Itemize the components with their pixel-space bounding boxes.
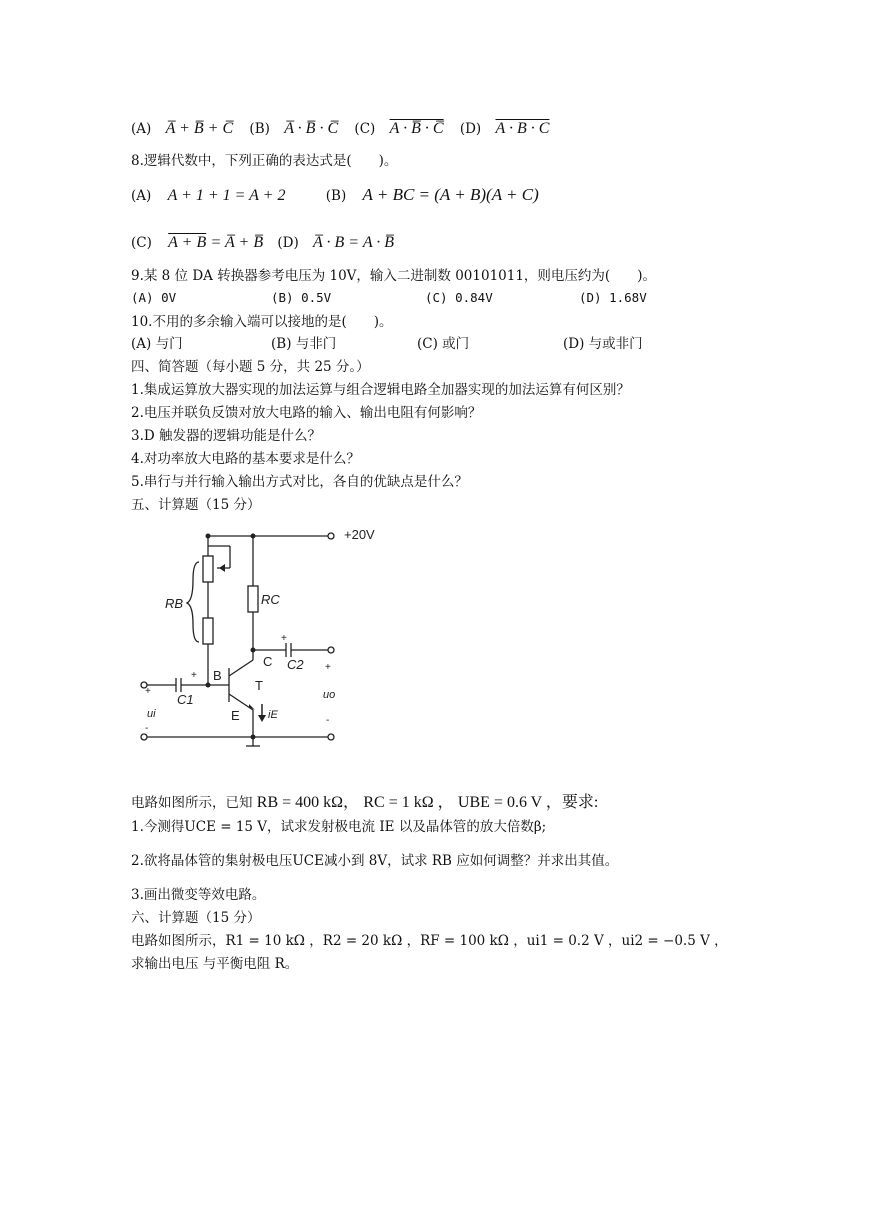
q10-stem: 10.不用的多余输入端可以接地的是( )。 — [131, 314, 393, 330]
section6-line1: 电路如图所示，R1 = 10 kΩ ，R2 = 20 kΩ ，RF = 100 kΩ ，ui1 = 0.2 V ，ui2 = −0.5 V ， — [131, 933, 728, 949]
uo-label: uo — [323, 689, 336, 701]
input-minus: - — [145, 723, 149, 734]
section5-title: 五、计算题（15 分） — [131, 497, 261, 513]
q10-option-c: (C) 或门 — [417, 336, 470, 352]
q7-option-b-label: (B) — [249, 121, 270, 137]
ie-label: iE — [268, 709, 278, 721]
rb-label: RB — [165, 596, 184, 611]
q9-option-d: (D) 1.68V — [579, 290, 647, 305]
base-label: B — [213, 668, 222, 683]
c1-plus: + — [191, 670, 197, 681]
q7-option-a-label: (A) — [131, 121, 152, 137]
section5-given-prefix: 电路如图所示，已知 — [131, 795, 253, 811]
q8-option-c-rhs: = A̅ + B̅ — [210, 234, 264, 251]
section6-line2: 求输出电压 与平衡电阻 R。 — [131, 956, 299, 972]
q10-option-d: (D) 与或非门 — [563, 336, 643, 352]
q10-options — [131, 335, 643, 353]
q7-option-d-label: (D) — [459, 121, 482, 137]
vcc-label: +20V — [344, 527, 375, 542]
q7-option-d-expr: A · B · C — [495, 120, 550, 137]
q9-options — [131, 289, 647, 307]
collector-label: C — [263, 654, 273, 669]
q7-option-c-label: (C) — [354, 121, 376, 137]
q9-option-b: (B) 0.5V — [271, 290, 332, 305]
q8-stem: 8.逻辑代数中，下列正确的表达式是( )。 — [131, 153, 398, 169]
section5-q1: 1.今测得UCE = 15 V，试求发射极电流 IE 以及晶体管的放大倍数β; — [131, 819, 547, 835]
c1-label: C1 — [177, 692, 194, 707]
section4-item-2: 2.电压并联负反馈对放大电路的输入、输出电阻有何影响？ — [131, 405, 482, 421]
q7-option-b-expr: A̅ · B̅ · C̅ — [284, 120, 339, 137]
c2-label: C2 — [287, 657, 304, 672]
section4-item-3: 3.D 触发器的逻辑功能是什么？ — [131, 428, 321, 444]
input-plus: + — [145, 686, 151, 697]
section4-item-5: 5.串行与并行输入输出方式对比，各自的优缺点是什么？ — [131, 474, 468, 490]
transistor-label: T — [255, 678, 263, 693]
section5-given — [131, 794, 598, 812]
ui-label: ui — [147, 708, 156, 720]
section4-title: 四、简答题（每小题 5 分，共 25 分。） — [131, 359, 370, 375]
q7-option-c-expr: A · B̅ · C̅ — [389, 120, 444, 137]
section4-item-1: 1.集成运算放大器实现的加法运算与组合逻辑电路全加器实现的加法运算有何区别？ — [131, 382, 630, 398]
emitter-label: E — [231, 708, 240, 723]
q8-option-b-label: (B) — [325, 188, 347, 204]
rc-label: RC — [261, 592, 280, 607]
c2-plus: + — [281, 633, 287, 644]
transistor-amplifier-circuit — [131, 520, 391, 750]
given-ube: UBE = 0.6 V ，要求: — [457, 794, 599, 811]
q10-option-b: (B) 与非门 — [271, 336, 337, 352]
q8-option-d-label: (D) — [277, 235, 299, 251]
q8-options-ab — [131, 186, 539, 205]
q8-option-c-label: (C) — [131, 235, 152, 251]
output-plus: + — [325, 662, 331, 673]
q9-option-a: (A) 0V — [131, 290, 177, 305]
q7-option-a-expr: A̅ + B̅ + C̅ — [165, 120, 234, 137]
q8-option-a-expr: A + 1 + 1 = A + 2 — [167, 187, 286, 204]
section5-q2: 2.欲将晶体管的集射极电压UCE减小到 8V，试求 RB 应如何调整？并求出其值。 — [131, 853, 619, 869]
section5-q3: 3.画出微变等效电路。 — [131, 887, 266, 903]
section4-item-4: 4.对功率放大电路的基本要求是什么？ — [131, 451, 360, 467]
q7-options-row — [131, 120, 549, 138]
given-rc: RC = 1 kΩ ， — [363, 794, 454, 811]
q8-options-cd — [131, 234, 394, 252]
q8-option-a-label: (A) — [131, 188, 152, 204]
given-rb: RB = 400 kΩ， — [256, 794, 360, 811]
output-minus: - — [326, 715, 330, 726]
q9-option-c: (C) 0.84V — [425, 290, 493, 305]
q8-option-c-lhs: A + B — [168, 234, 207, 251]
q8-option-d-expr: A̅ · B = A · B̅ — [313, 234, 395, 251]
section6-title: 六、计算题（15 分） — [131, 910, 261, 926]
q8-option-b-expr: A + BC = (A + B)(A + C) — [362, 185, 539, 204]
q10-option-a: (A) 与门 — [131, 336, 183, 352]
q9-stem: 9.某 8 位 DA 转换器参考电压为 10V，输入二进制数 00101011，则电压约为( )。 — [131, 268, 656, 284]
